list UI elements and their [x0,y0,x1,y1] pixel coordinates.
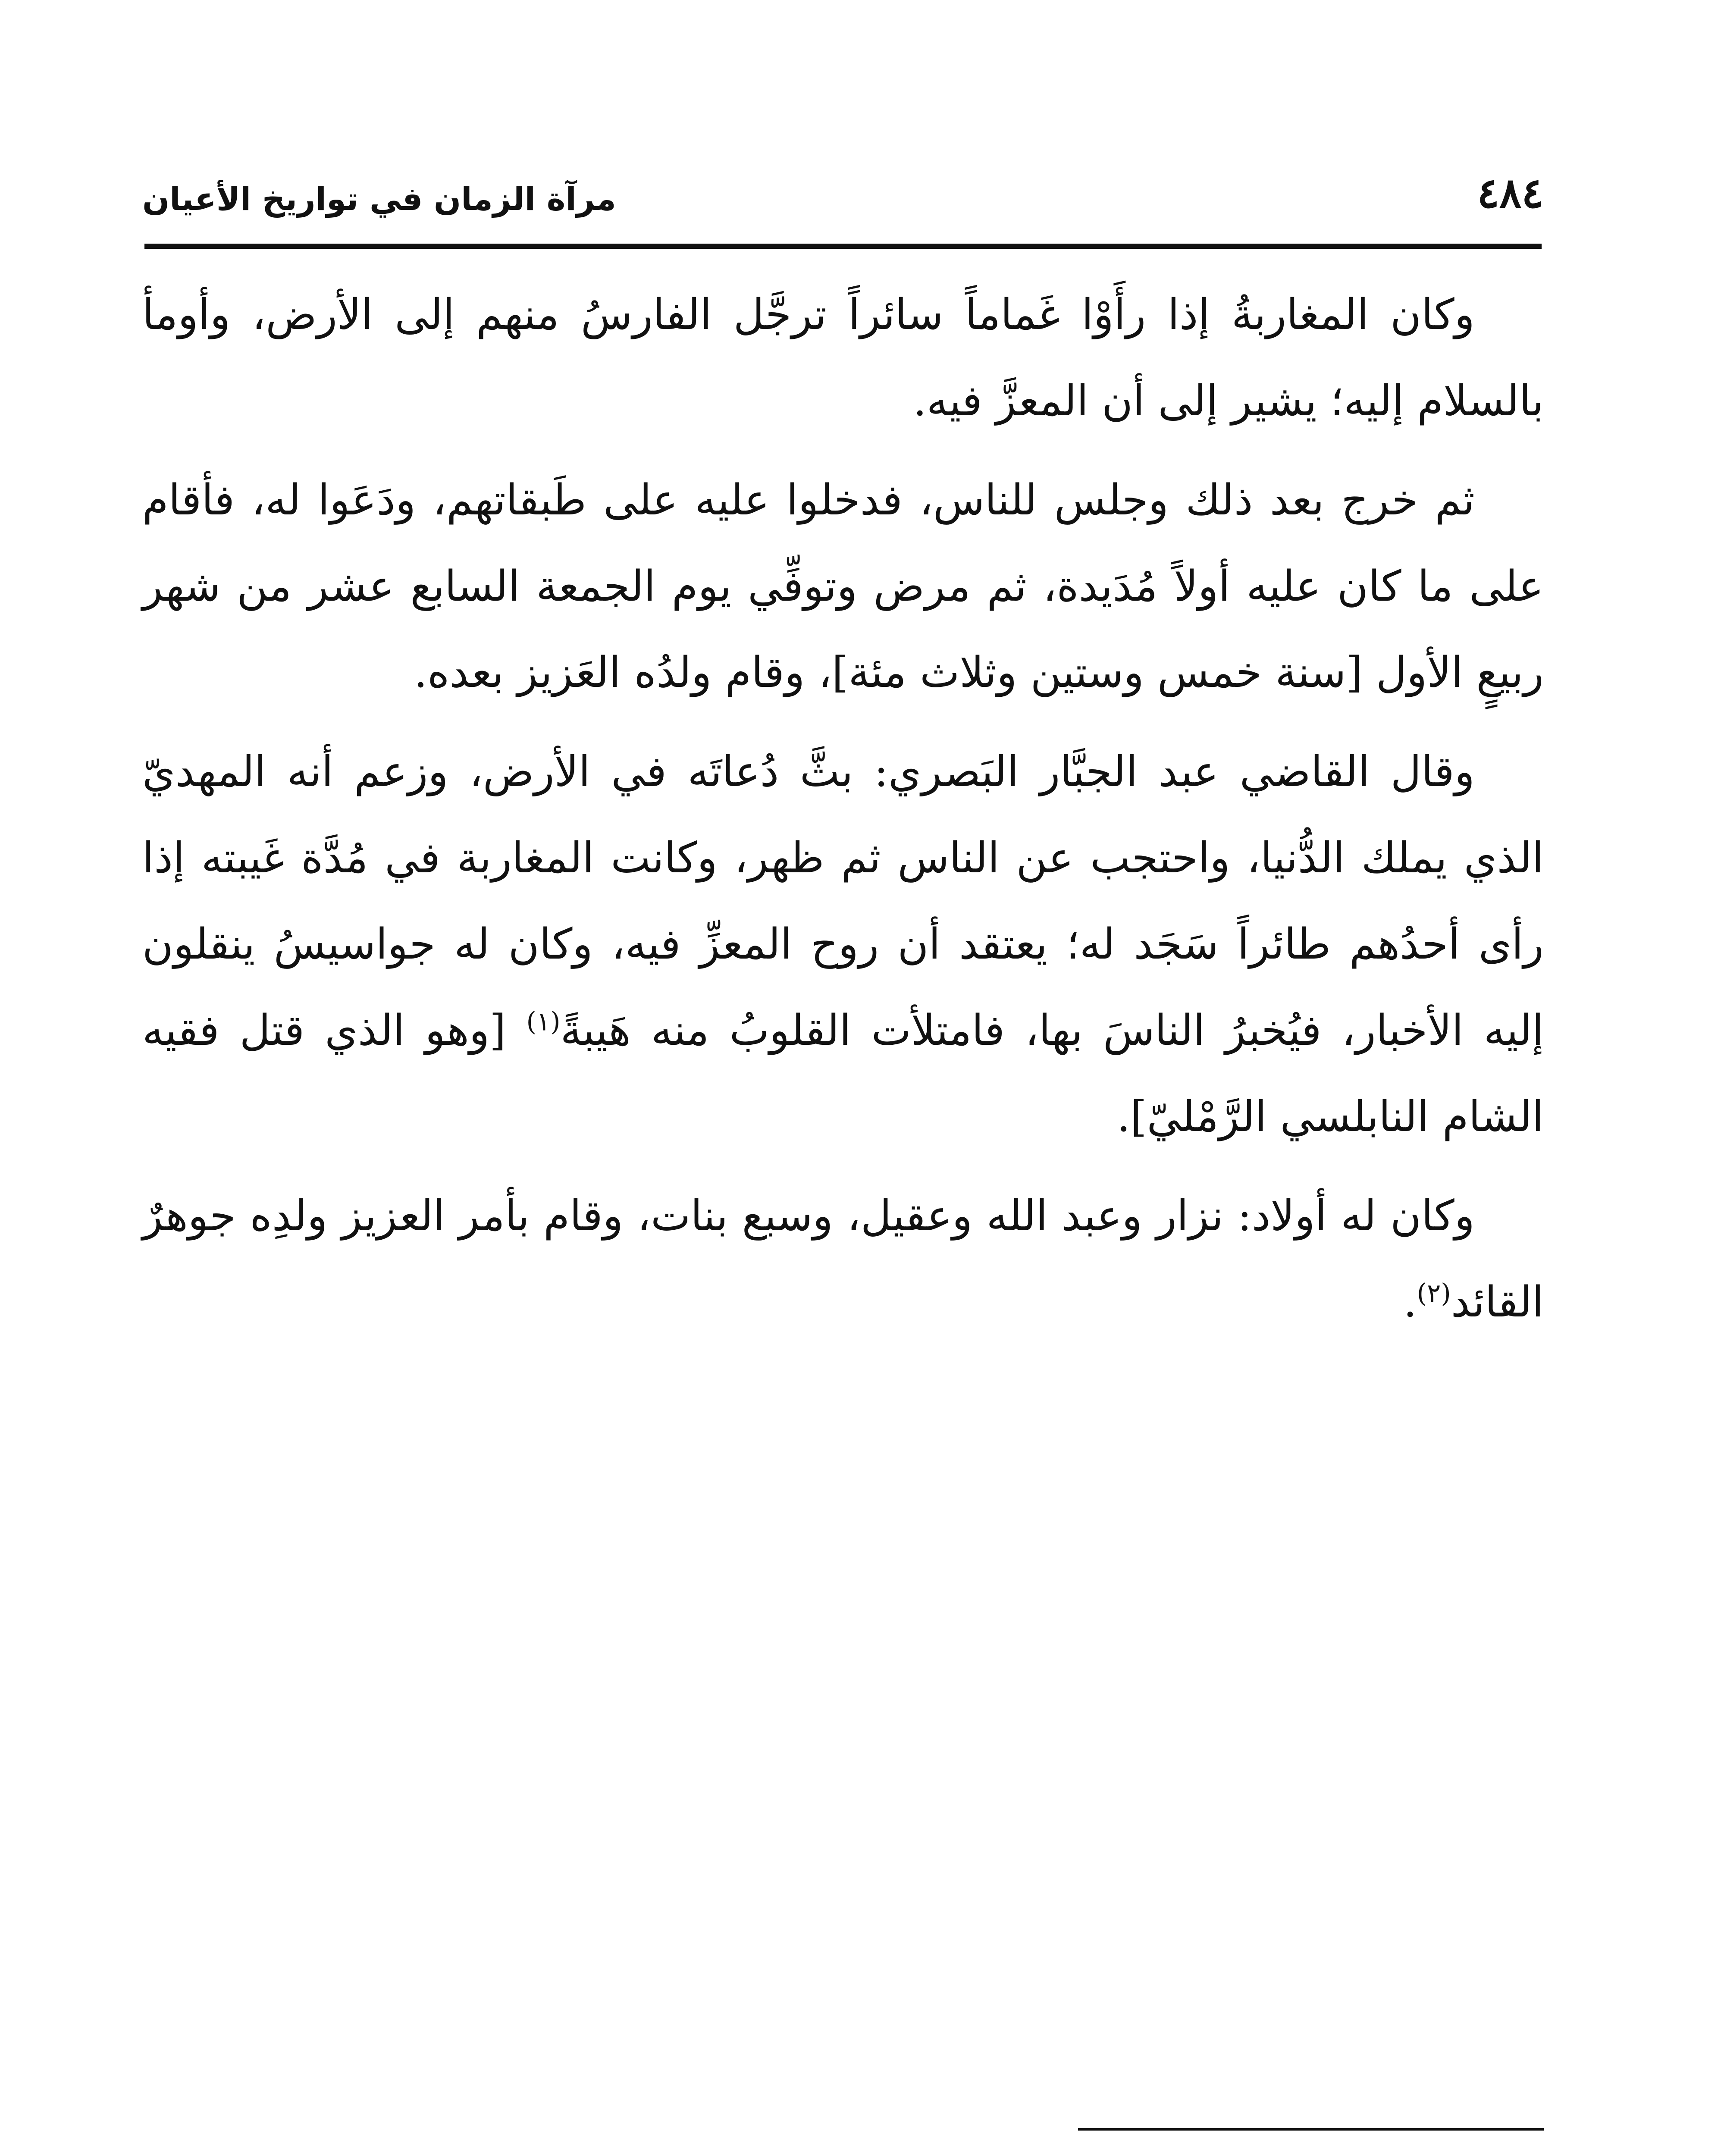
paragraph-3-text: وقال القاضي عبد الجبَّار البَصري: بثَّ دُعاتَه في الأرض، وزعم أنه المهديّ الذي يملك الدُّنيا، واحتجب عن الناس ثم ظهر، وكانت المغاربة في مُدَّة غَيبته إذا رأى أحدُهم طائراً سَجَد له؛ يعتقد أن روح المعزِّ فيه، وكان له جواسيسُ ينقلون إليه الأخبار، فيُخبرُ الناسَ بها، فامتلأت القلوبُ منه هَيبةً [142,747,1544,1055]
page-number: ٤٨٤ [1477,169,1544,217]
footnote-ref-2[interactable]: (٢) [1417,1278,1451,1309]
paragraph-1: وكان المغاربةُ إذا رأَوْا غَماماً سائراً ترجَّل الفارسُ منهم إلى الأرض، وأومأ بالسلام إليه؛ يشير إلى أن المعزَّ فيه. [142,290,1544,426]
footnote-ref-1[interactable]: (١) [526,1006,561,1037]
paragraph-3 [142,729,1544,1160]
main-text [142,272,1544,1358]
paragraph-4-text: وكان له أولاد: نزار وعبد الله وعقيل، وسبع بنات، وقام بأمر العزيز ولدِه جوهرٌ القائد [142,1191,1544,1327]
paragraph-2: ثم خرج بعد ذلك وجلس للناس، فدخلوا عليه على طَبقاتهم، ودَعَوا له، فأقام على ما كان عليه أولاً مُدَيدة، ثم مرض وتوفِّي يوم الجمعة السابع عشر من شهر ربيعٍ الأول [سنة خمس وستين وثلاث مئة]، وقام ولدُه العَزيز بعده. [142,476,1544,697]
header-rule [144,244,1542,249]
page-header [142,164,1544,237]
footnote-separator [1078,2128,1544,2131]
paragraph-4 [142,1173,1544,1345]
paragraph-3-bracket-text: [وهو الذي قتل فقيه الشام النابلسي الرَّمْليّ]. [142,1006,1544,1141]
paragraph-4-end: . [1403,1278,1417,1327]
running-title: مرآة الزمان في تواريخ الأعيان [142,181,616,218]
